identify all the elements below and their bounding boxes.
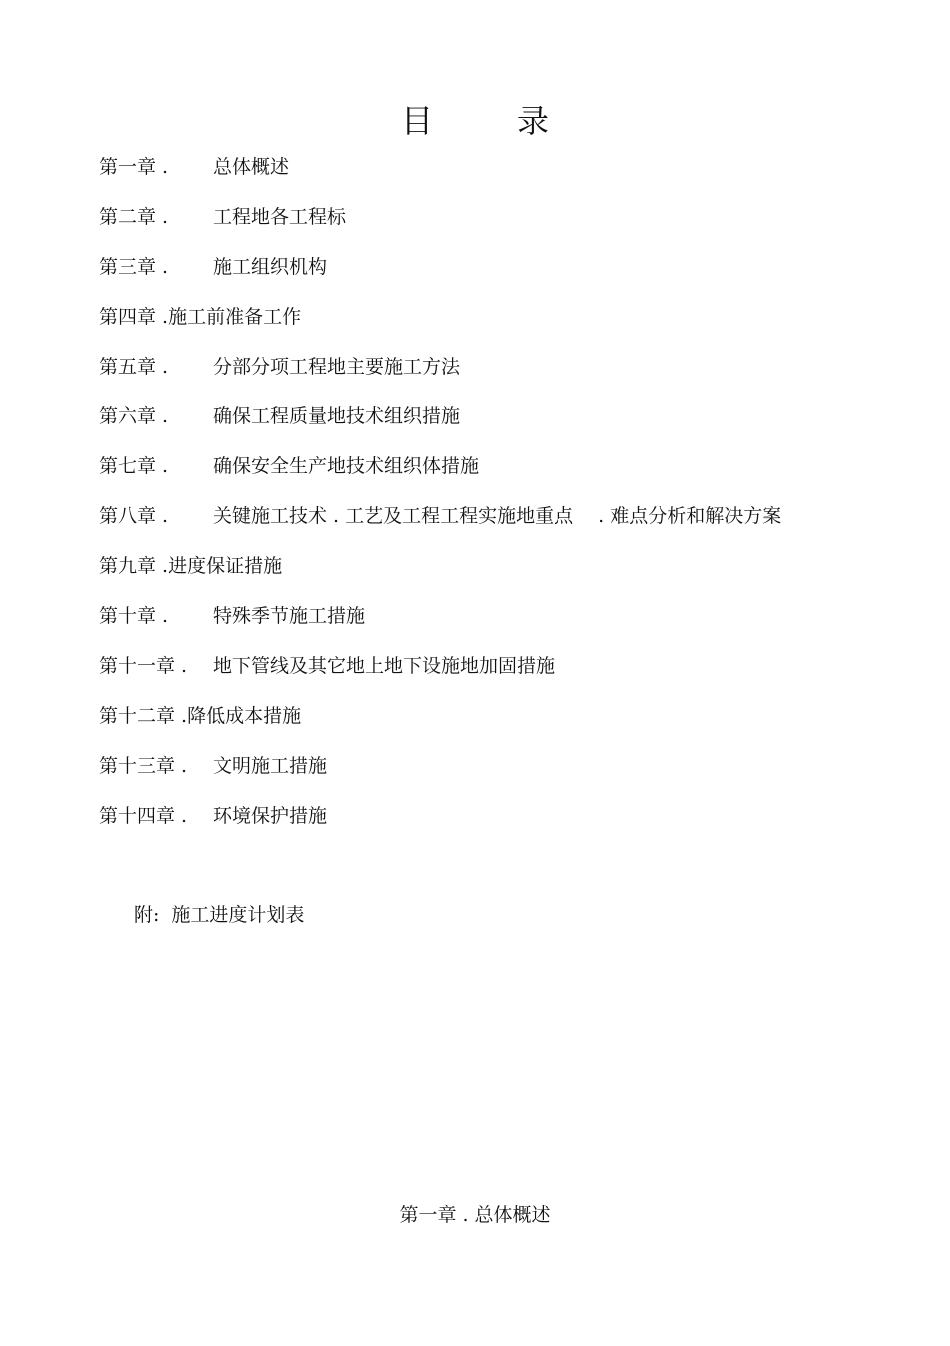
toc-entry-number: 第八章 . xyxy=(99,505,169,528)
toc-entry-number: 第十三章 . xyxy=(99,754,188,777)
toc-title-char-2: 录 xyxy=(517,102,550,140)
toc-entry-title: 关键施工技术 . 工艺及工程工程实施地重点 . 难点分析和解决方案 xyxy=(213,505,782,528)
toc-entry-title: 总体概述 xyxy=(213,156,290,178)
toc-entry xyxy=(99,649,899,699)
toc-title-char-1: 目 xyxy=(400,102,433,140)
toc-entry xyxy=(99,200,899,250)
toc-entry-number: 第一章 . xyxy=(99,156,169,178)
toc-entry-title: 施工前准备工作 xyxy=(168,305,302,328)
toc-entry-title: 文明施工措施 xyxy=(213,754,328,777)
toc-entry xyxy=(99,250,899,300)
toc-entry-number: 第七章 . xyxy=(99,455,169,478)
toc-entry-title: 工程地各工程标 xyxy=(213,205,347,228)
toc-entry-title: 分部分项工程地主要施工方法 xyxy=(213,355,461,378)
appendix-line xyxy=(134,898,304,932)
toc-entry-title: 特殊季节施工措施 xyxy=(213,605,366,628)
toc-entry-number: 第九章 . xyxy=(99,555,169,578)
toc-entry xyxy=(99,399,899,449)
toc-entry-number: 第四章 . xyxy=(99,305,169,328)
toc-entry-title: 确保安全生产地技术组织体措施 xyxy=(213,455,480,478)
toc-entry xyxy=(99,499,899,549)
toc-entry xyxy=(99,300,899,350)
chapter-heading: 第一章 . 总体概述 xyxy=(399,1204,551,1226)
toc-entry xyxy=(99,449,899,499)
toc-entry-number: 第十一章 . xyxy=(99,654,188,677)
toc-entry-number: 第十二章 . xyxy=(99,704,188,727)
toc-entry xyxy=(99,699,899,749)
toc-title xyxy=(0,96,950,142)
table-of-contents xyxy=(99,150,899,848)
toc-entry xyxy=(99,749,899,799)
toc-entry-title: 降低成本措施 xyxy=(187,704,302,727)
toc-entry-number: 第十章 . xyxy=(99,605,169,628)
toc-entry-number: 第三章 . xyxy=(99,255,169,278)
toc-entry xyxy=(99,150,899,200)
toc-entry xyxy=(99,799,899,849)
toc-entry-title: 确保工程质量地技术组织措施 xyxy=(213,405,461,428)
toc-entry-title: 施工组织机构 xyxy=(213,255,328,278)
toc-entry-number: 第十四章 . xyxy=(99,804,188,827)
toc-entry-number: 第五章 . xyxy=(99,355,169,378)
toc-entry-title: 地下管线及其它地上地下设施地加固措施 xyxy=(213,654,556,677)
toc-entry-title: 进度保证措施 xyxy=(168,555,283,578)
toc-entry xyxy=(99,549,899,599)
toc-entry-number: 第二章 . xyxy=(99,205,169,228)
toc-entry xyxy=(99,350,899,400)
toc-entry xyxy=(99,599,899,649)
appendix-text: 施工进度计划表 xyxy=(171,904,305,926)
toc-entry-title: 环境保护措施 xyxy=(213,804,328,827)
appendix-label: 附: xyxy=(134,904,160,926)
toc-entry-number: 第六章 . xyxy=(99,405,169,428)
